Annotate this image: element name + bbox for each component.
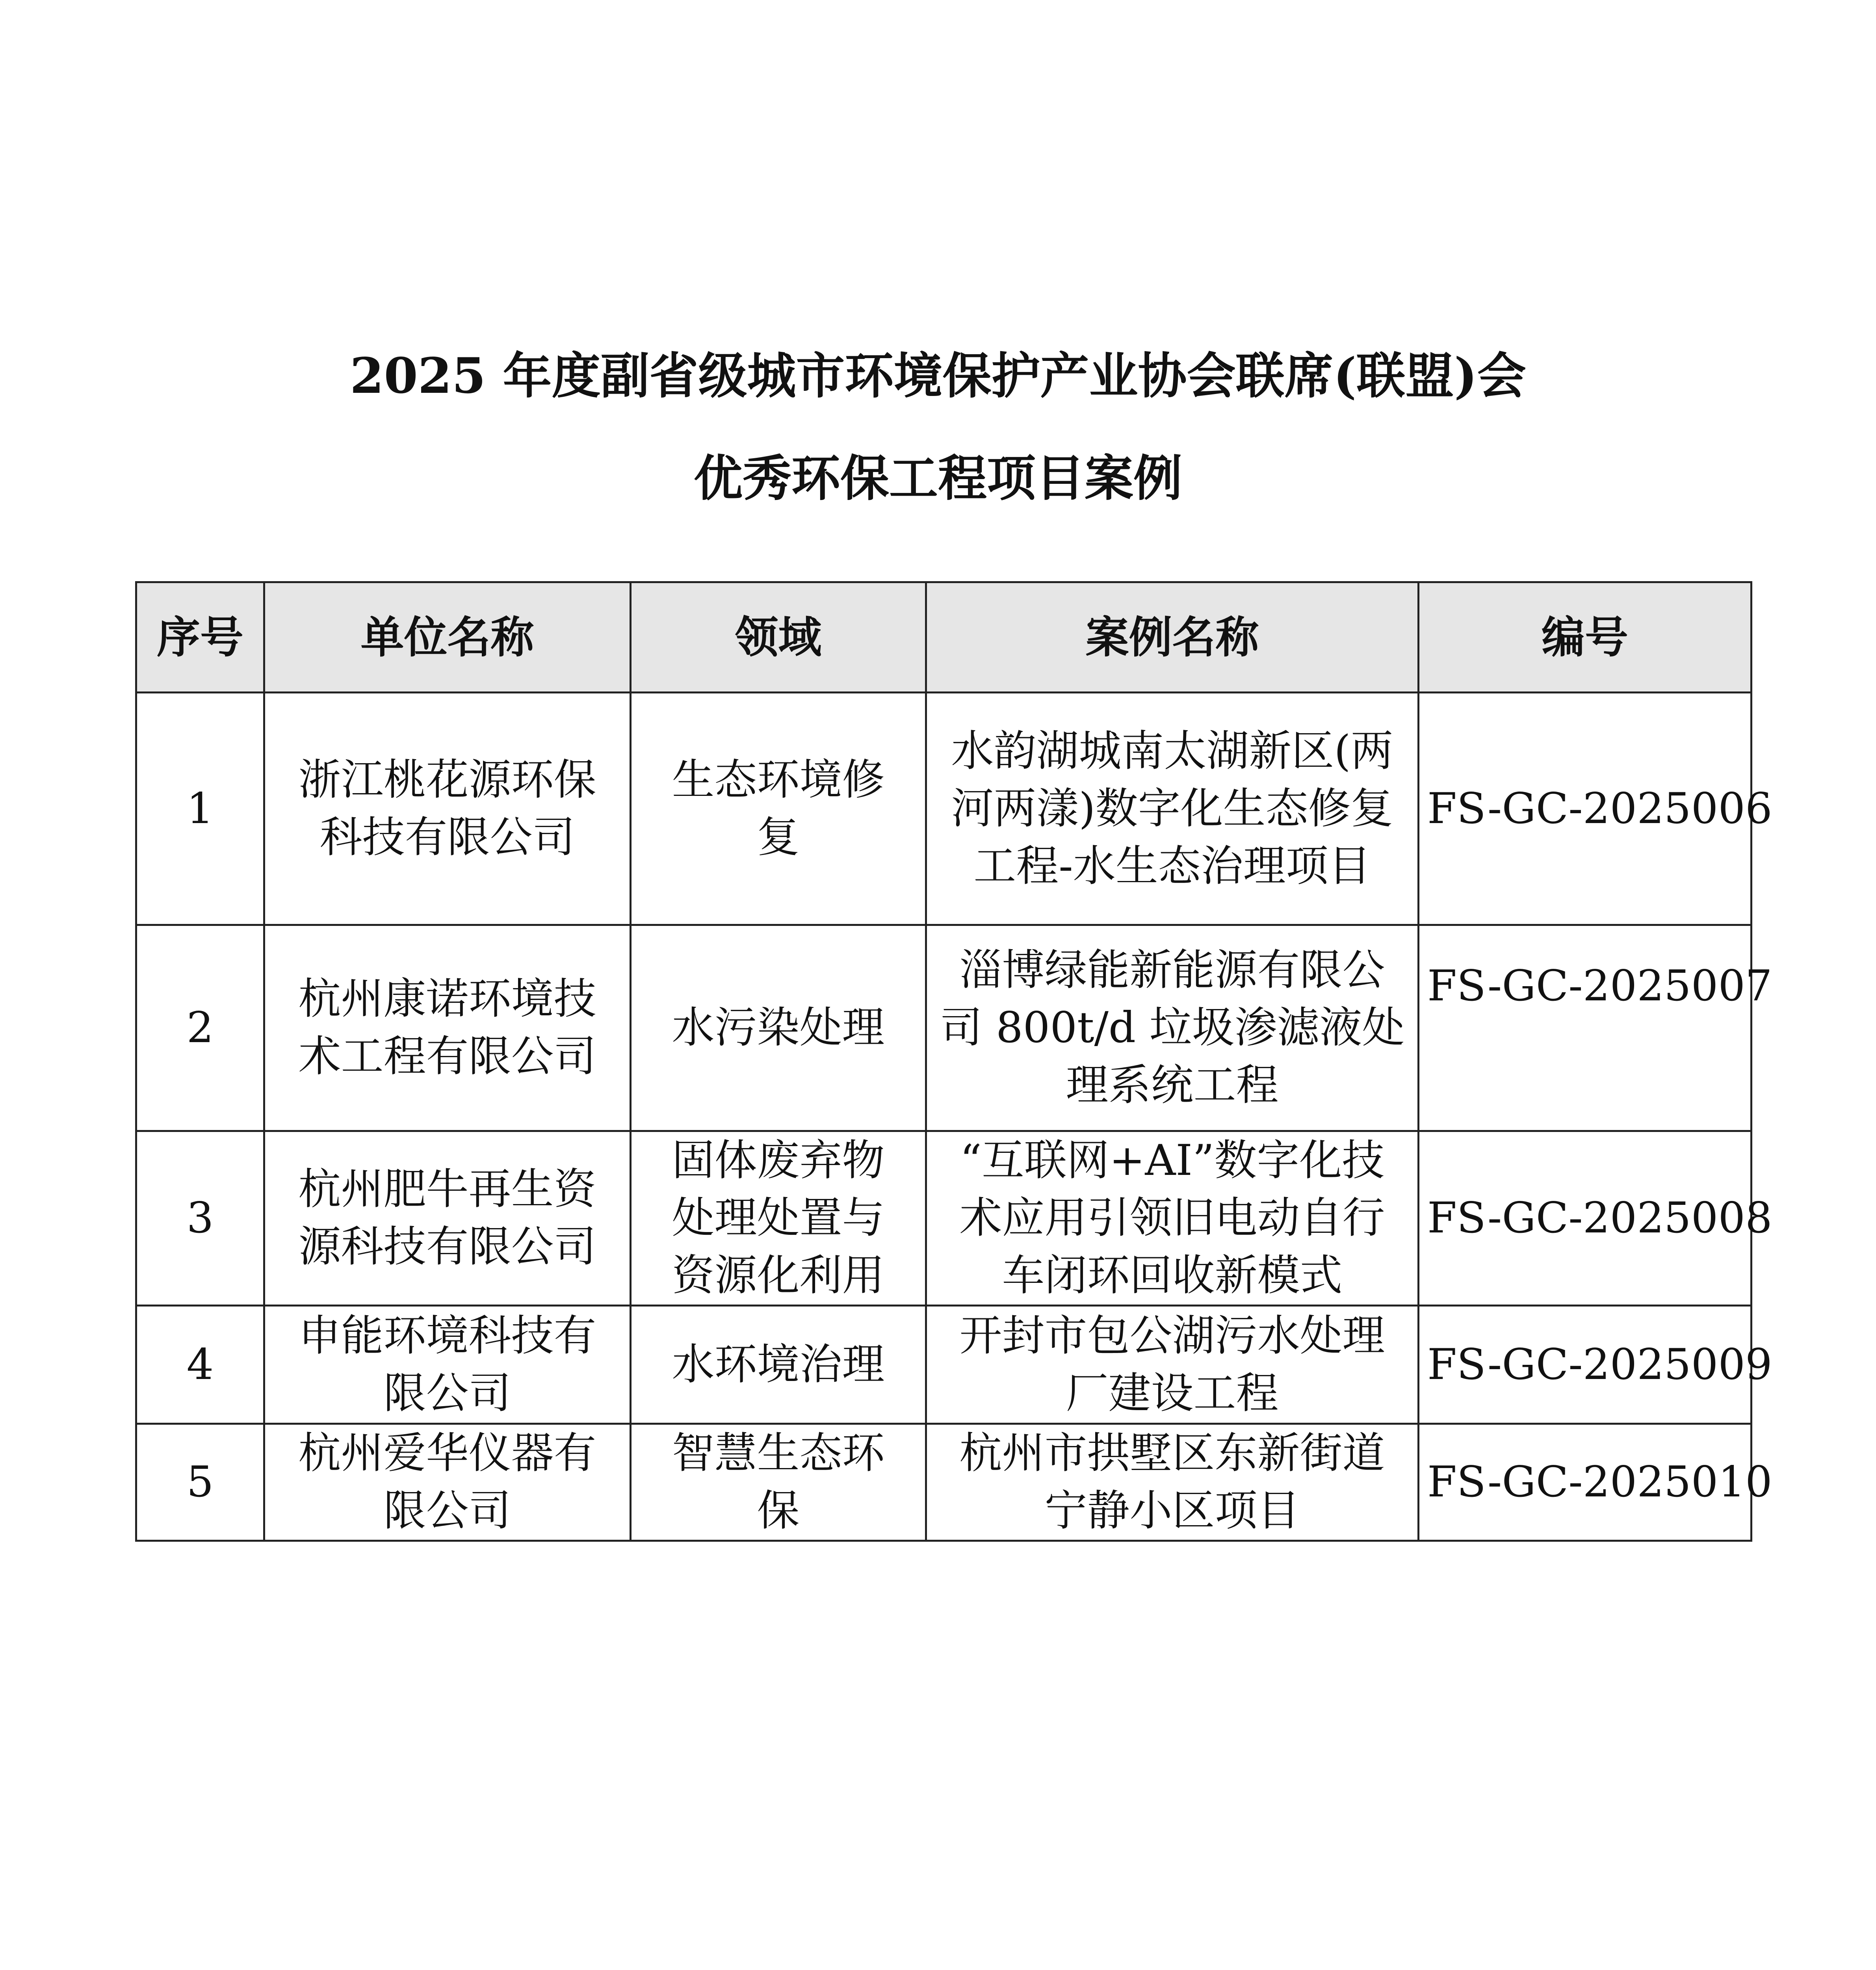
- header-code: 编号: [1419, 582, 1752, 693]
- cell-case-name: 开封市包公湖污水处理厂建设工程: [926, 1306, 1419, 1424]
- case-table: [135, 581, 1772, 1542]
- cell-company: 杭州康诺环境技术工程有限公司: [264, 925, 631, 1131]
- cell-company: 杭州爱华仪器有限公司: [264, 1424, 631, 1541]
- cell-case-name: 杭州市拱墅区东新街道宁静小区项目: [926, 1424, 1419, 1541]
- cell-index: 4: [136, 1306, 264, 1424]
- page-subtitle: 优秀环保工程项目案例: [693, 450, 1182, 507]
- cell-field: 生态环境修复: [631, 693, 926, 925]
- table-header-row: [136, 582, 1752, 693]
- cell-index: 3: [136, 1131, 264, 1306]
- table-row: [136, 925, 1752, 1131]
- cell-field: 水污染处理: [631, 925, 926, 1131]
- cell-case-name: 水韵湖城南太湖新区(两河两漾)数字化生态修复工程-水生态治理项目: [926, 693, 1419, 925]
- cell-code: FS-GC-2025010: [1419, 1424, 1752, 1541]
- page-title: 2025 年度副省级城市环境保护产业协会联席(联盟)会: [350, 348, 1526, 405]
- header-index: 序号: [136, 582, 264, 693]
- cell-field: 水环境治理: [631, 1306, 926, 1424]
- cell-code: FS-GC-2025009: [1419, 1306, 1752, 1424]
- cell-company: 浙江桃花源环保科技有限公司: [264, 693, 631, 925]
- header-field: 领域: [631, 582, 926, 693]
- cell-case-name: 淄博绿能新能源有限公司 800t/d 垃圾渗滤液处理系统工程: [926, 925, 1419, 1131]
- table-row: [136, 1306, 1752, 1424]
- cell-code: FS-GC-2025006: [1419, 693, 1752, 925]
- cell-company: 申能环境科技有限公司: [264, 1306, 631, 1424]
- cell-field: 智慧生态环保: [631, 1424, 926, 1541]
- cell-index: 5: [136, 1424, 264, 1541]
- table-row: [136, 1131, 1752, 1306]
- header-case-name: 案例名称: [926, 582, 1419, 693]
- cell-index: 2: [136, 925, 264, 1131]
- cell-field: 固体废弃物处理处置与资源化利用: [631, 1131, 926, 1306]
- header-company: 单位名称: [264, 582, 631, 693]
- cell-case-name: “互联网+AI”数字化技术应用引领旧电动自行车闭环回收新模式: [926, 1131, 1419, 1306]
- table-row: [136, 1424, 1752, 1541]
- cell-code: FS-GC-2025008: [1419, 1131, 1752, 1306]
- table-row: [136, 693, 1752, 925]
- cell-code: FS-GC-2025007: [1419, 925, 1752, 1131]
- cell-index: 1: [136, 693, 264, 925]
- cell-company: 杭州肥牛再生资源科技有限公司: [264, 1131, 631, 1306]
